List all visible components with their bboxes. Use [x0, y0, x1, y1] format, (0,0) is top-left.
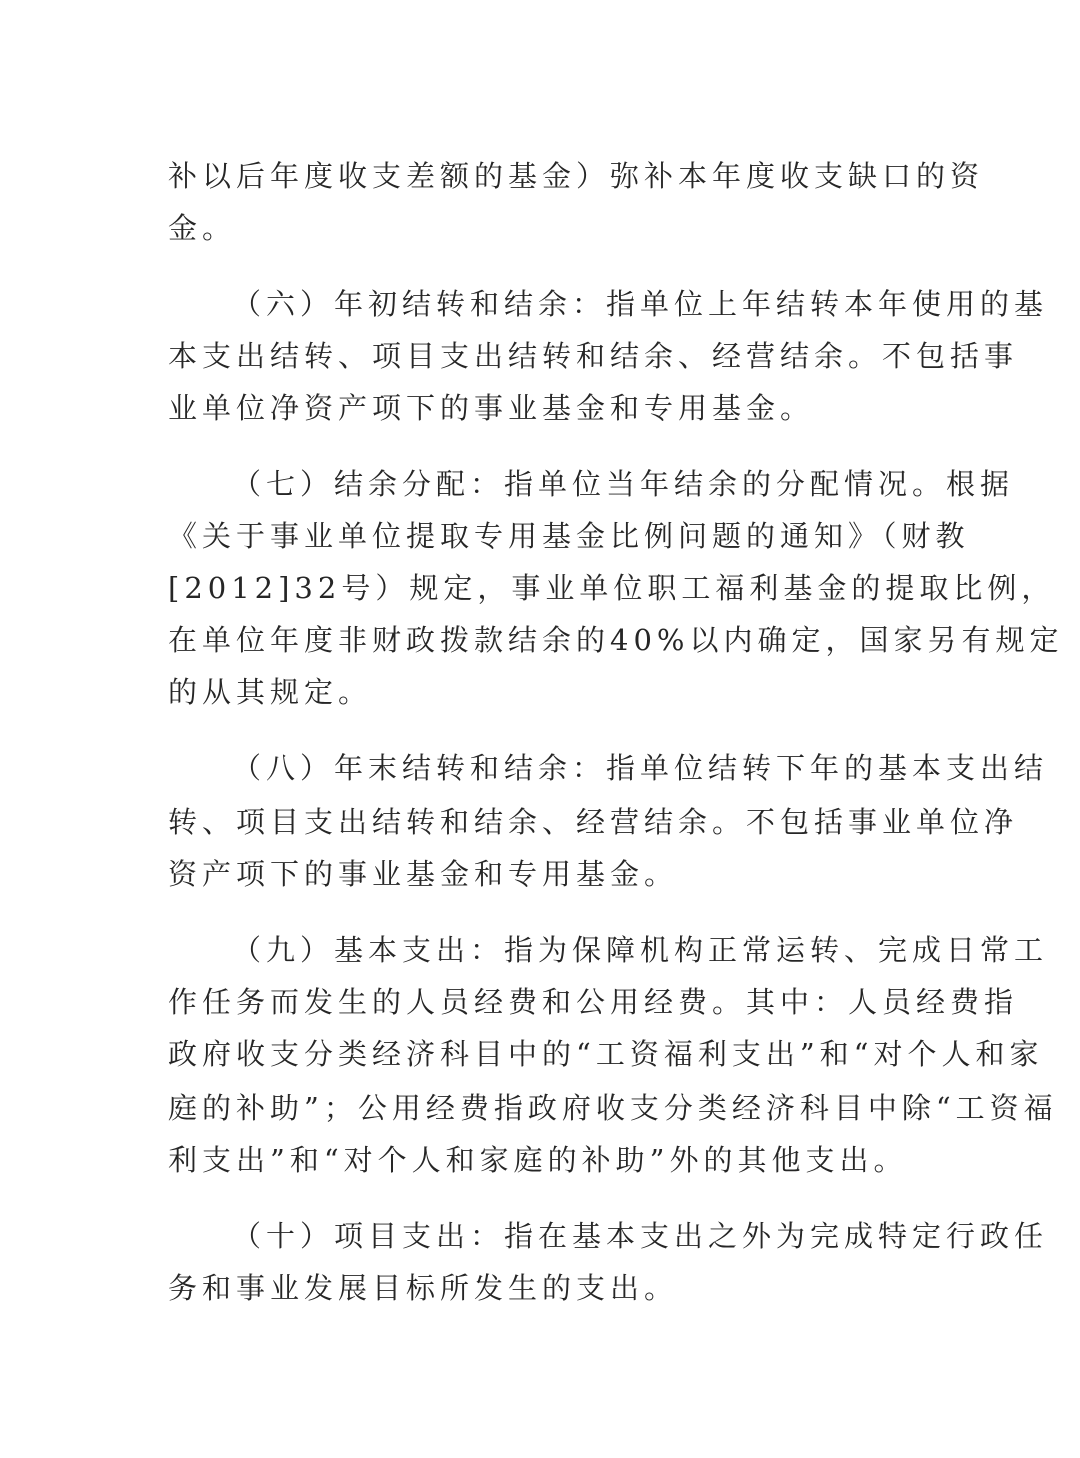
text-line: 业单位净资产项下的事业基金和专用基金。	[168, 391, 815, 425]
text-line: 利支出”和“对个人和家庭的补助”外的其他支出。	[168, 1143, 908, 1177]
paragraph-10-line: （十）项目支出：指在基本支出之外为完成特定行政任	[232, 1219, 1049, 1253]
text-line: 政府收支分类经济科目中的“工资福利支出”和“对个人和家	[168, 1037, 1044, 1071]
text-line: 庭的补助”；公用经费指政府收支分类经济科目中除“工资福	[168, 1091, 1058, 1125]
text-line: 务和事业发展目标所发生的支出。	[168, 1271, 679, 1305]
text-line: 《关于事业单位提取专用基金比例问题的通知》（财教	[168, 519, 970, 553]
text-line: 资产项下的事业基金和专用基金。	[168, 857, 679, 891]
paragraph-7-line: （七）结余分配：指单位当年结余的分配情况。根据	[232, 467, 1015, 501]
text-line: 的从其规定。	[168, 675, 373, 709]
text-line: [2012]32号）规定，事业单位职工福利基金的提取比例，	[168, 571, 1056, 605]
paragraph-9-line: （九）基本支出：指为保障机构正常运转、完成日常工	[232, 933, 1049, 967]
text-line: 补以后年度收支差额的基金）弥补本年度收支缺口的资	[168, 159, 985, 193]
paragraph-6-line: （六）年初结转和结余：指单位上年结转本年使用的基	[232, 287, 1049, 321]
text-line: 金。	[168, 211, 237, 245]
text-line: 作任务而发生的人员经费和公用经费。其中：人员经费指	[168, 985, 1019, 1019]
text-line: 在单位年度非财政拨款结余的40%以内确定，国家另有规定	[168, 623, 1064, 657]
text-line: 转、项目支出结转和结余、经营结余。不包括事业单位净	[168, 805, 1019, 839]
paragraph-8-line: （八）年末结转和结余：指单位结转下年的基本支出结	[232, 751, 1049, 785]
text-line: 本支出结转、项目支出结转和结余、经营结余。不包括事	[168, 339, 1019, 373]
